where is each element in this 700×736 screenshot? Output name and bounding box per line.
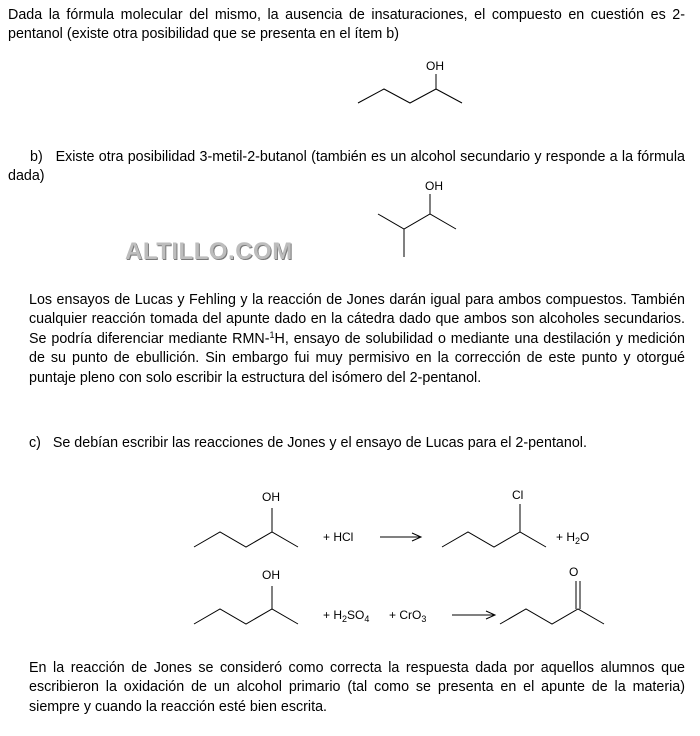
oh-label: OH <box>426 59 444 73</box>
tests-paragraph: Los ensayos de Lucas y Fehling y la reacción de Jones darán igual para ambos compuestos. También cualquier reacción tomada del apunte dado en la cátedra dado que ambos son alcoholes secundarios. Se podría diferenciar mediante RMN-$^1$H, ensayo de solubilidad o mediante una destilación y medición de su punto de ebullición. Sin embargo fui muy permisivo en la corrección de este punto y otorgué puntaje pleno con solo escribir la estructura del isómero del 2-pentanol. <box>29 292 685 386</box>
item-b-text: Existe otra posibilidad 3-metil-2-butanol (también es un alcohol secundario y responde a la fórmula dada) <box>8 149 685 185</box>
reaction1-cl-label: Cl <box>512 488 524 502</box>
reaction1-reagent: + HCl <box>323 530 354 544</box>
item-c-marker: c) <box>29 435 41 451</box>
reaction2-reagent2: + CrO$_3$ <box>389 608 427 624</box>
oh-label: OH <box>425 179 443 193</box>
reaction1-oh-label: OH <box>262 490 280 504</box>
jones-note-paragraph: En la reacción de Jones se consideró como correcta la respuesta dada por aquellos alumnos que escribieron la oxidación de un alcohol primario (tal como se presenta en el apunte de la materia) siempre y cuando la reacción esté bien escrita. <box>29 660 685 715</box>
reaction2-reagent1: + $H_2SO_4$ <box>323 608 370 624</box>
reaction2-oh-label: OH <box>262 568 280 582</box>
reaction1-byproduct: + $H_2O$ <box>556 530 590 546</box>
item-b-marker: b) <box>30 149 43 165</box>
intro-paragraph: Dada la fórmula molecular del mismo, la ausencia de insaturaciones, el compuesto en cuestión es 2-pentanol (existe otra posibilidad que se presenta en el ítem b) <box>8 7 685 43</box>
reaction2-o-label: O <box>569 565 579 579</box>
watermark-logo: ALTILLO.COM <box>125 238 293 265</box>
item-c-text: Se debían escribir las reacciones de Jones y el ensayo de Lucas para el 2-pentanol. <box>52 435 587 451</box>
